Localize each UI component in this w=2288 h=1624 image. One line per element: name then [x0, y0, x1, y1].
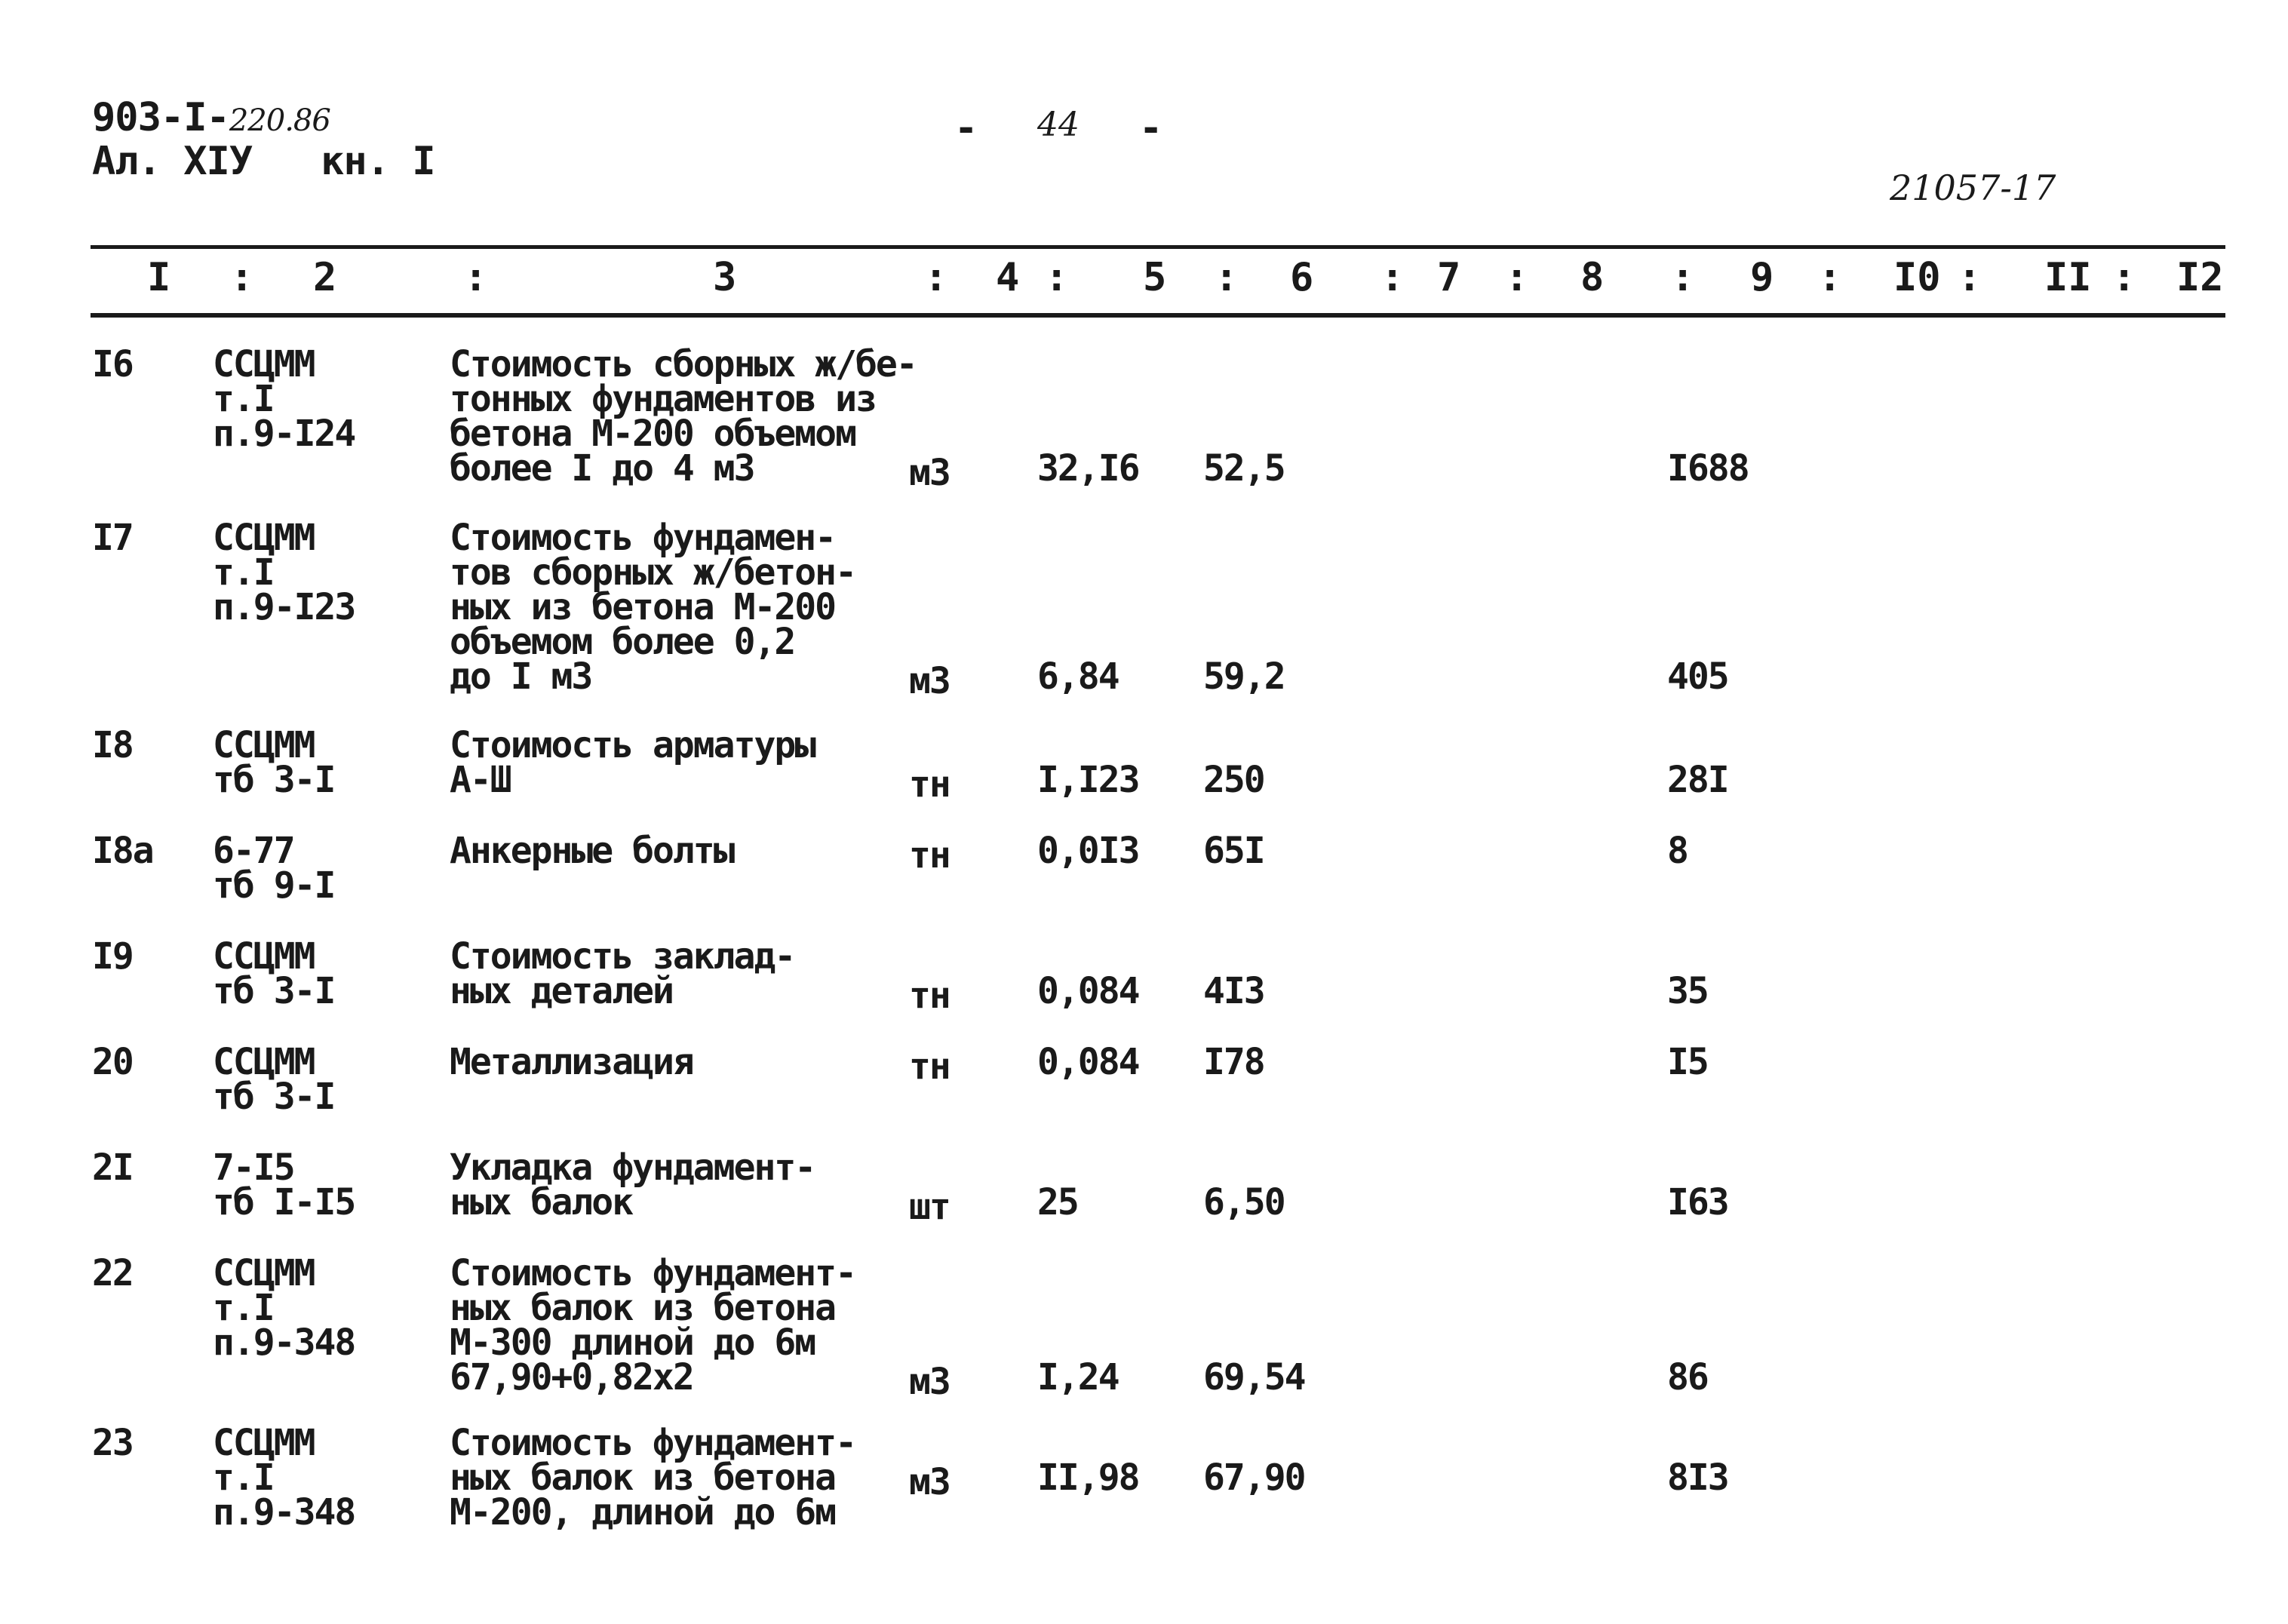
work-description: Стоимость фундамен- тов сборных ж/бетон- ных из бетона М-200 объемом более 0,2 до I м3 [450, 517, 855, 698]
price-reference: 6-77 тб 9-I [213, 830, 335, 907]
column-number-8: 5 [1143, 255, 1167, 300]
quantity: 0,084 [1037, 1041, 1139, 1083]
total-cost: 8 [1667, 830, 1688, 872]
price-reference: ССЦММ т.I п.9-348 [213, 1422, 355, 1533]
row-number: 2I [92, 1147, 133, 1189]
unit: тн [909, 975, 950, 1017]
work-description: Стоимость сборных ж/бе- тонных фундаментов из бетона М-200 объемом более I до 4 м3 [450, 343, 917, 490]
column-separator: : [1045, 255, 1069, 300]
page-number: 44 [1037, 106, 1080, 144]
unit-price: 69,54 [1203, 1356, 1305, 1398]
price-reference: ССЦММ тб 3-I [213, 724, 335, 801]
quantity: 25 [1037, 1181, 1078, 1223]
column-number-14: 8 [1580, 255, 1605, 300]
row-number: 22 [92, 1252, 133, 1294]
work-description: Стоимость фундамент- ных балок из бетона М-200, длиной до 6м [450, 1422, 855, 1533]
row-number: 23 [92, 1422, 133, 1464]
quantity: 32,I6 [1037, 447, 1139, 490]
column-separator: : [1380, 255, 1405, 300]
price-reference: ССЦММ т.I п.9-I23 [213, 517, 355, 628]
column-separator: : [230, 255, 254, 300]
column-separator: : [2112, 255, 2136, 300]
work-description: Металлизация [450, 1041, 693, 1083]
column-separator: : [464, 255, 488, 300]
price-reference: 7-I5 тб I-I5 [213, 1147, 355, 1223]
column-number-0: I [147, 255, 171, 300]
quantity: I,24 [1037, 1356, 1119, 1398]
document-code-handwritten: 220.86 [229, 103, 330, 138]
quantity: I,I23 [1037, 759, 1139, 801]
unit-price: 4I3 [1203, 970, 1264, 1012]
column-number-6: 4 [996, 255, 1020, 300]
column-separator: : [1958, 255, 1982, 300]
total-cost: 405 [1667, 655, 1728, 698]
quantity: 0,0I3 [1037, 830, 1139, 872]
column-number-16: 9 [1750, 255, 1774, 300]
unit: тн [909, 763, 950, 806]
column-number-20: II [2044, 255, 2092, 300]
column-number-12: 7 [1437, 255, 1461, 300]
column-separator: : [924, 255, 948, 300]
unit: м3 [909, 660, 950, 702]
work-description: Стоимость заклад- ных деталей [450, 935, 795, 1012]
total-cost: 8I3 [1667, 1457, 1728, 1499]
work-description: Анкерные болты [450, 830, 734, 872]
column-number-10: 6 [1290, 255, 1314, 300]
header-top-rule [91, 245, 2225, 249]
unit-price: 6,50 [1203, 1181, 1285, 1223]
dash-left: - [954, 106, 978, 151]
total-cost: I5 [1667, 1041, 1708, 1083]
column-number-2: 2 [313, 255, 337, 300]
unit: тн [909, 1045, 950, 1088]
price-reference: ССЦММ т.I п.9-I24 [213, 343, 355, 455]
price-reference: ССЦММ тб 3-I [213, 935, 335, 1012]
header-bottom-rule [91, 313, 2225, 318]
unit: м3 [909, 1461, 950, 1503]
column-separator: : [1215, 255, 1239, 300]
work-description: Стоимость фундамент- ных балок из бетона М-300 длиной до 6м 67,90+0,82х2 [450, 1252, 855, 1398]
dash-right: - [1139, 106, 1163, 151]
quantity: II,98 [1037, 1457, 1139, 1499]
row-number: I8а [92, 830, 153, 872]
quantity: 0,084 [1037, 970, 1139, 1012]
work-description: Укладка фундамент- ных балок [450, 1147, 815, 1223]
unit-price: 67,90 [1203, 1457, 1305, 1499]
unit: шт [909, 1186, 950, 1228]
column-separator: : [1505, 255, 1529, 300]
work-description: Стоимость арматуры А-Ш [450, 724, 815, 801]
price-reference: ССЦММ тб 3-I [213, 1041, 335, 1118]
registration-number: 21057-17 [1890, 167, 2056, 208]
column-number-18: I0 [1893, 255, 1941, 300]
total-cost: I688 [1667, 447, 1749, 490]
unit: тн [909, 834, 950, 876]
unit: м3 [909, 452, 950, 494]
total-cost: 28I [1667, 759, 1728, 801]
total-cost: 86 [1667, 1356, 1708, 1398]
price-reference: ССЦММ т.I п.9-348 [213, 1252, 355, 1364]
unit-price: I78 [1203, 1041, 1264, 1083]
unit-price: 59,2 [1203, 655, 1285, 698]
total-cost: 35 [1667, 970, 1708, 1012]
document-code-printed: 903-I- [92, 95, 229, 140]
unit-price: 52,5 [1203, 447, 1285, 490]
column-separator: : [1818, 255, 1842, 300]
quantity: 6,84 [1037, 655, 1119, 698]
total-cost: I63 [1667, 1181, 1728, 1223]
column-separator: : [1671, 255, 1695, 300]
unit-price: 250 [1203, 759, 1264, 801]
column-number-22: I2 [2176, 255, 2224, 300]
row-number: I7 [92, 517, 133, 559]
row-number: I8 [92, 724, 133, 766]
document-code [92, 95, 330, 140]
album-volume: Ал. XIУ кн. I [92, 139, 435, 184]
row-number: 20 [92, 1041, 133, 1083]
row-number: I6 [92, 343, 133, 385]
unit: м3 [909, 1361, 950, 1403]
column-number-4: 3 [713, 255, 737, 300]
unit-price: 65I [1203, 830, 1264, 872]
row-number: I9 [92, 935, 133, 978]
